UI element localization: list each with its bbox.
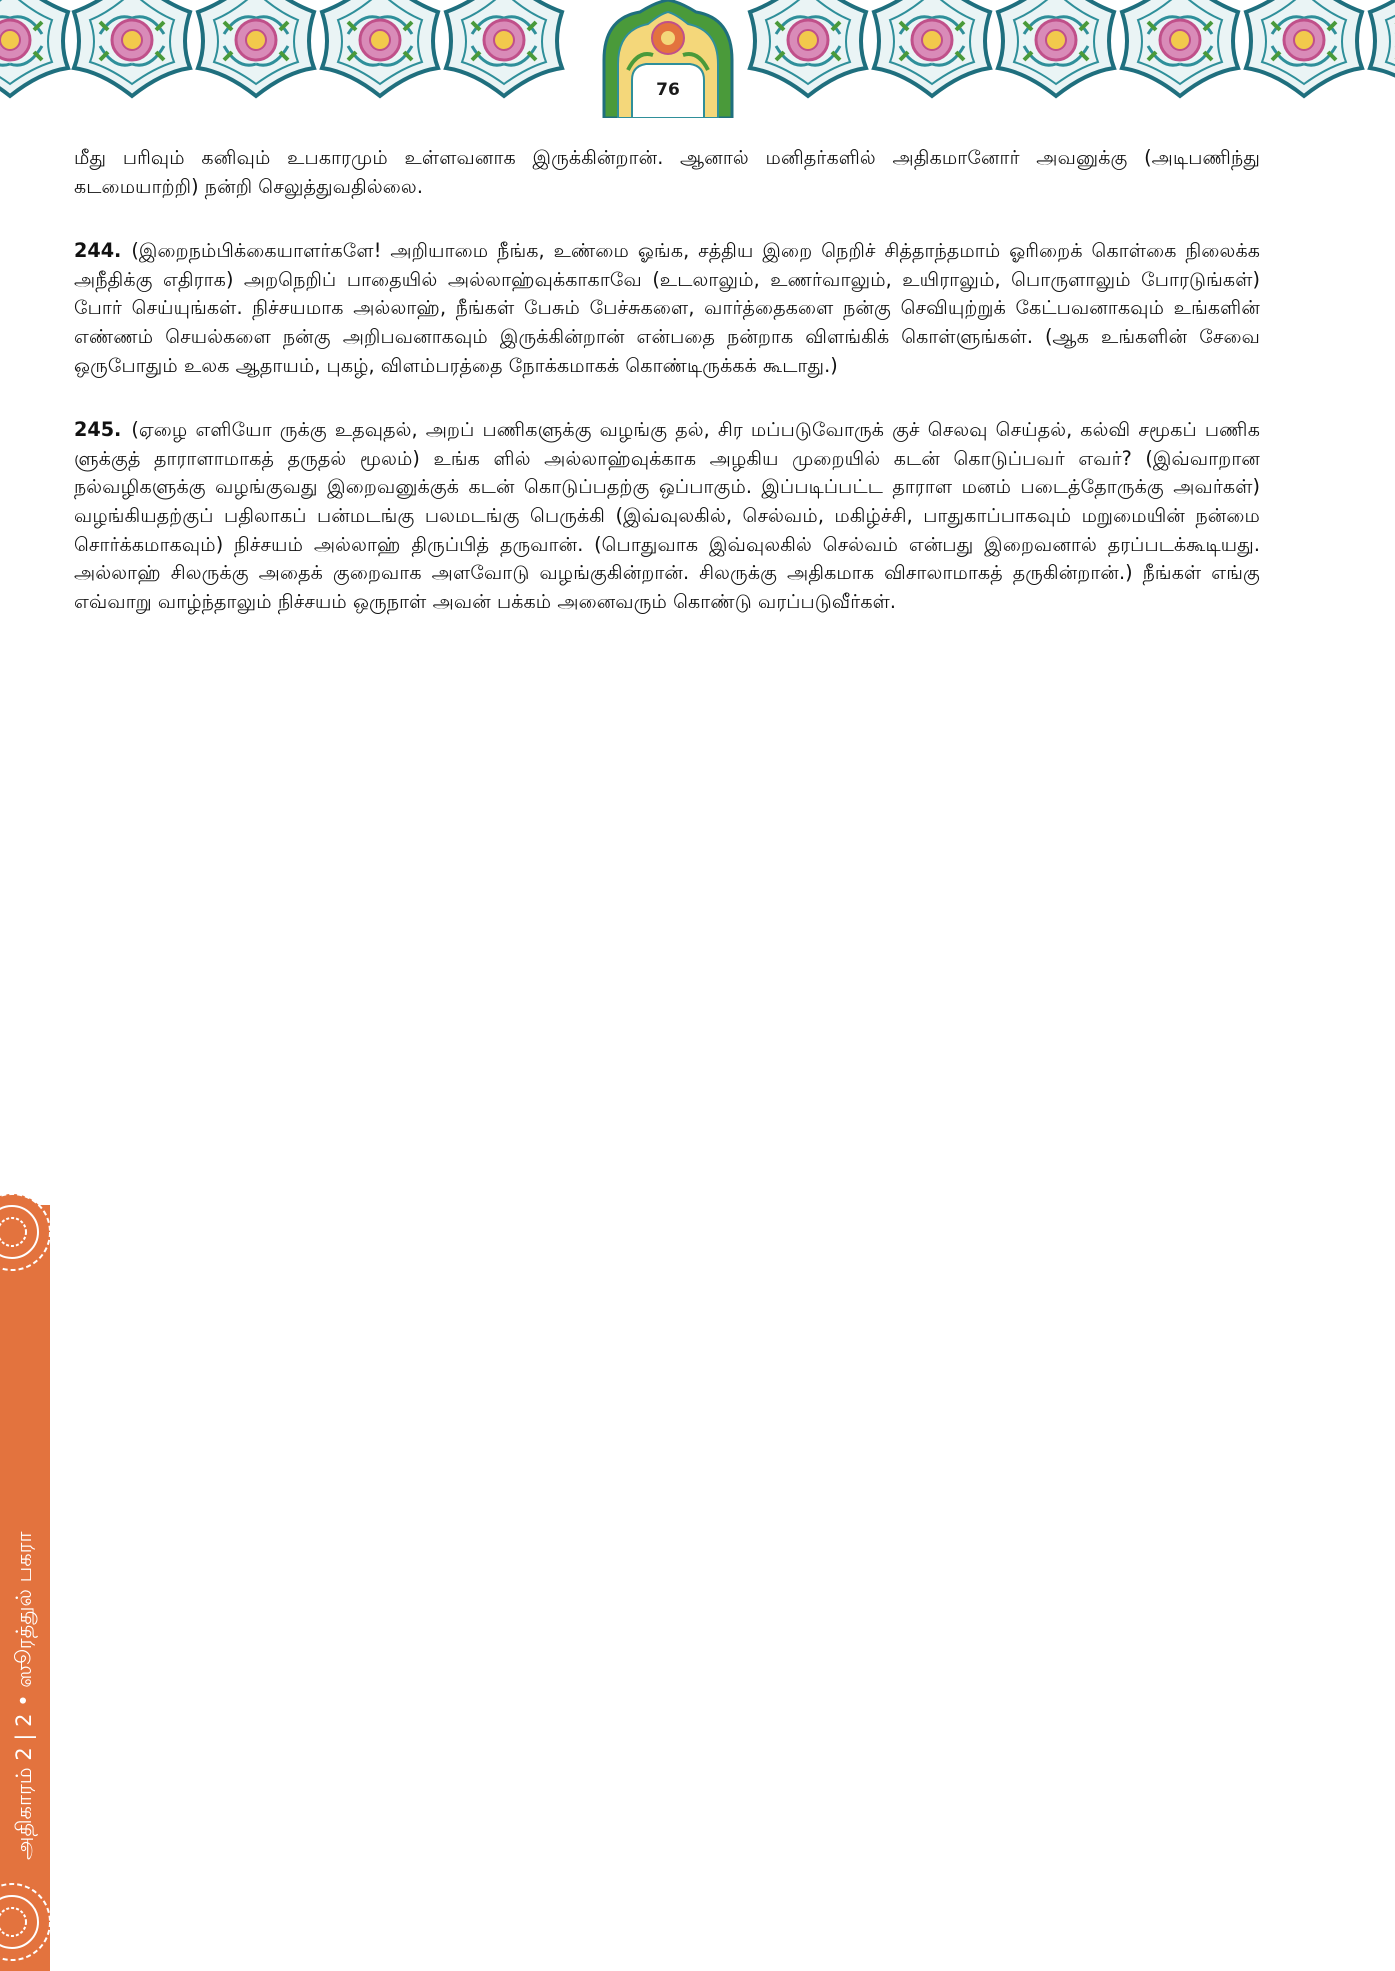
paragraph-text: மீது பரிவும் கனிவும் உபகாரமும் உள்ளவனாக இருக்கின்றான். ஆனால் மனிதர்களில் அதிகமானோர் அவனுக்கு (அடிபணிந்து கடமையாற்றி) நன்றி செலுத்துவதில்லை.	[74, 146, 1260, 198]
paragraph-verse-244	[74, 237, 1260, 380]
header-floral-tile	[310, 0, 450, 100]
header-floral-tile	[62, 0, 202, 100]
paragraph-continuation	[74, 144, 1260, 201]
header-floral-tile	[1234, 0, 1374, 100]
verse-number: 244.	[74, 239, 122, 263]
side-flower-ornament-bottom	[0, 1880, 54, 1964]
header-floral-tile	[1110, 0, 1250, 100]
header-floral-tile	[986, 0, 1126, 100]
header-floral-tile	[738, 0, 878, 100]
verse-number: 245.	[74, 418, 122, 442]
header-floral-tile	[434, 0, 574, 100]
header-floral-tile	[862, 0, 1002, 100]
paragraph-verse-245	[74, 416, 1260, 616]
paragraph-text: (ஏழை எளியோ ருக்கு உதவுதல், அறப் பணிகளுக்கு வழங்கு தல், சிர மப்படுவோருக் குச் செலவு செய்தல், கல்வி சமூகப் பணிக ளுக்குத் தாராளாமாகத் தருதல் மூலம்) உங்க ளில் அல்லாஹ்வுக்காக அழகிய முறையில் கடன் கொடுப்பவர் எவர்? (இவ்வாறான நல்வழிகளுக்கு வழங்குவது இறைவனுக்குக் கடன் கொடுப்பதற்கு ஒப்பாகும். இப்படிப்பட்ட தாராள மனம் படைத்தோருக்கு அவர்கள்) வழங்கியதற்குப் பதிலாகப் பன்மடங்கு பலமடங்கு பெருக்கி (இவ்வுலகில், செல்வம், மகிழ்ச்சி, பாதுகாப்பாகவும் மறுமையின் நன்மை சொர்க்கமாகவும்) நிச்சயம் அல்லாஹ் திருப்பித் தருவான். (பொதுவாக இவ்வுலகில் செல்வம் என்பது இறைவனால் தரப்படக்கூடியது. அல்லாஹ் சிலருக்கு அதைக் குறைவாக அளவோடு வழங்குகின்றான். சிலருக்கு அதிகமாக விசாலாமாகத் தருகின்றான்.) நீங்கள் எங்கு எவ்வாறு வாழ்ந்தாலும் நிச்சயம் ஒருநாள் அவன் பக்கம் அனைவரும் கொண்டு வரப்படுவீர்கள்.	[74, 418, 1260, 613]
side-flower-ornament-top	[0, 1190, 54, 1274]
page-number-arch-ornament	[598, 0, 738, 118]
chapter-title: அதிகாரம் 2 | 2 • ஸூரத்துல் பகரா	[12, 1531, 36, 1860]
paragraph-text: (இறைநம்பிக்கையாளர்களே! அறியாமை நீங்க, உண்மை ஓங்க, சத்திய இறை நெறிச் சித்தாந்தமாம் ஓரிறைக் கொள்கை நிலைக்க அநீதிக்கு எதிராக) அறநெறிப் பாதையில் அல்லாஹ்வுக்காகாவே (உடலாலும், உணர்வாலும், உயிராலும், பொருளாலும் போரடுங்கள்) போர் செய்யுங்கள். நிச்சயமாக அல்லாஹ், நீங்கள் பேசும் பேச்சுகளை, வார்த்தைகளை நன்கு செவியுற்றுக் கேட்பவனாகவும் உங்களின் எண்ணம் செயல்களை நன்கு அறிபவனாகவும் இருக்கின்றான் என்பதை நன்றாக விளங்கிக் கொள்ளுங்கள். (ஆக உங்களின் சேவை ஒருபோதும் உலக ஆதாயம், புகழ், விளம்பரத்தை நோக்கமாகக் கொண்டிருக்கக் கூடாது.)	[74, 239, 1260, 377]
page-number: 76	[656, 80, 680, 100]
page-content	[74, 144, 1260, 652]
header-floral-tile	[1358, 0, 1395, 100]
header-floral-tile	[186, 0, 326, 100]
